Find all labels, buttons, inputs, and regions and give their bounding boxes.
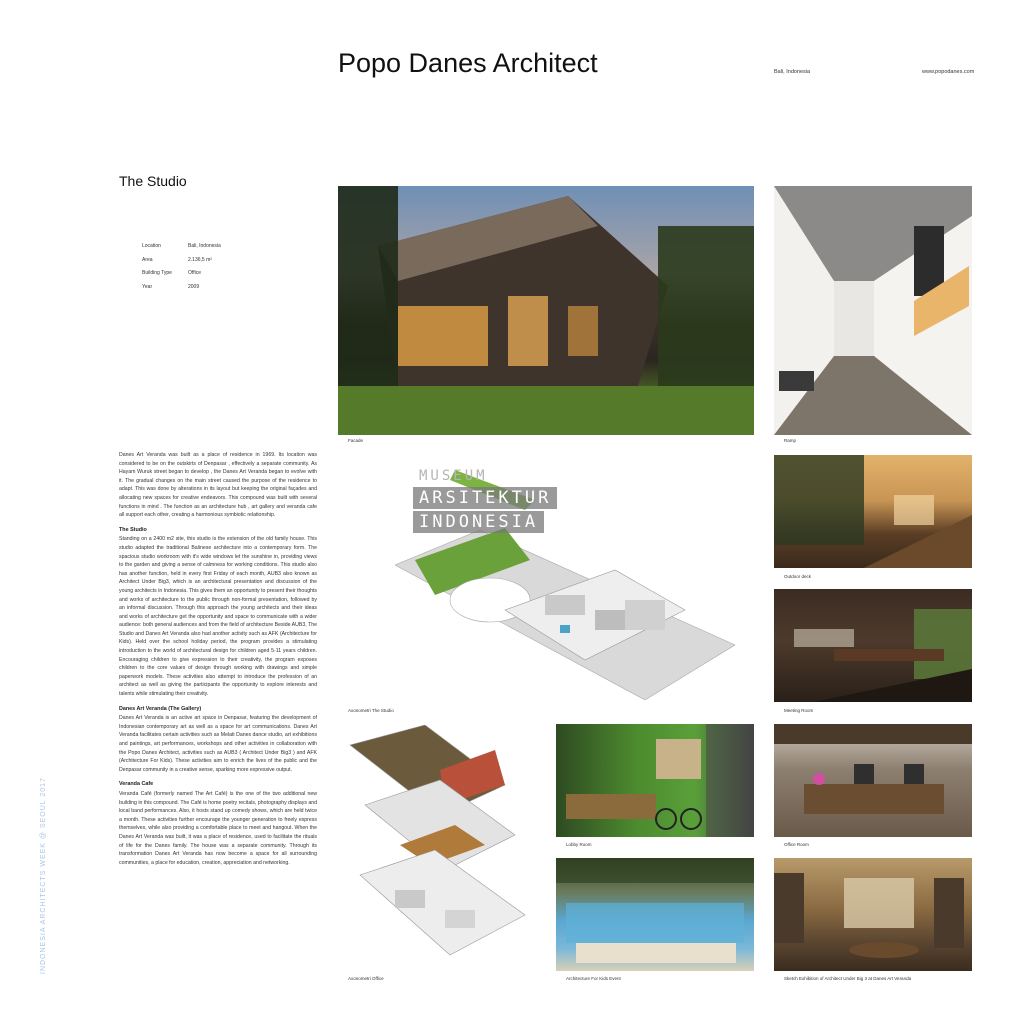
- exhibition-illustration: [774, 858, 972, 971]
- studio-paragraph: Standing on a 2400 m2 site, this studio is the extension of the old family house. This studio adapted the traditional Balinese architecture into a contemporary form. The spacious studio workroom with it's wide windows let the sunshine in, providing views to the garden and giving a sense of calmness for working conditions. This studio also has another function, held in every first Friday of each month, AUB3 also known as Architect Under Big3, which is an architectural presentation and discussion of the young architects in Indonesia. This gives them an opportunity to present their thoughts and works of architecture to the public through non-formal presentation, followed by an informal discussion. Through this approach the young architects and their ideas and works of architecture get the opportunity and space to communicate with a wider audience: both general audiences and from the field of architecture Beside AUB3, The Studio and Danes Art Veranda also had another activity such as AFK (Architecture for Kids). Held over the school holiday period, the program provides a stimulating introduction to the world of architectural design for children aged 5-11 years children. Encouraging children to give expression to their creativity, the program exposes children to the core values of design through working with drawings and simple paperwork models. These activities also attempt to introduce the profession of an architect as well as giving the participants the opportunity to explore interests and talents while stimulating their creativity.: [119, 536, 318, 698]
- afk-event-caption: Architecture For Kids Event: [566, 976, 621, 981]
- facade-photo: [338, 186, 754, 435]
- page-title: Popo Danes Architect: [338, 48, 598, 78]
- lobby-room-photo: [556, 724, 754, 837]
- fact-row: [142, 240, 221, 254]
- lobby-room-caption: Lobby Room: [566, 842, 592, 847]
- fact-row: [142, 281, 221, 295]
- facade-illustration: [338, 186, 754, 435]
- watermark-line-1: MUSEUM: [419, 468, 488, 484]
- studio-heading: The Studio: [119, 526, 147, 533]
- axonometri-studio-caption: Axonometri The Studio: [348, 708, 394, 713]
- watermark-line-3: INDONESIA: [413, 511, 544, 533]
- watermark-line-2: ARSITEKTUR: [413, 487, 557, 509]
- fact-row: [142, 267, 221, 281]
- section-title: The Studio: [119, 173, 187, 189]
- intro-paragraph: Danes Art Veranda was built as a place of residence in 1969. Its location was considered to be on the outskirts of Denpasar , effectively a separate community. As Hayam Wuruk street began to develop , the Danes Art Veranda began to evolve with it. The gradual changes on the main street caused the purpose of the residence to adapt. This was done by alterations in its layout but keeping the original façades and allocating new spaces for creative endeavors. This compound was built with several functions in mind . The function as an architecture hub , art gallery and veranda cafe all support each other, creating a harmonious symbiotic relationship.: [119, 452, 317, 519]
- fact-value: 2.136,5 m²: [188, 256, 212, 263]
- project-facts: [142, 240, 221, 294]
- office-room-photo: [774, 724, 972, 837]
- outdoor-deck-caption: Outdoor deck: [784, 574, 812, 579]
- gallery-paragraph: Danes Art Veranda is an active art space in Denpasar, featuring the development of Indonesian contemporary art as well as a space for art communications. Danes Art Veranda facilitates certain activities such as Melati Danes dance studio, art exhibitions and paintings, art performances, workshops and other activities in collaboration with the Popo Danes Architect, activities such as AUB3 ( Architect Under Big3 ) and AFK (Architecture For Kids). These activities aim to enrich the lives of the public and the Denpasar community in a creative sense, sparking more expressive output.: [119, 715, 317, 773]
- fact-value: Office: [188, 270, 201, 276]
- office-room-caption: Office Room: [784, 842, 809, 847]
- body-text: [119, 451, 317, 867]
- cafe-paragraph: Veranda Café (formerly named The Art Café) is the one of the two additional new building in this compound. The Café is home poetry recitals, photography displays and local band performances. Also, it hosts stand up comedy shows, which are held twice a month. These activities further encourage the younger generation to freely express themselves, while also providing a comfortable place to meet and hangout. When the Danes Art Veranda was built, it was a place of residence, used to facilitate the rituals of life for the Danes family. The house was a separate community. Through its transformation Danes Art Veranda has now become a space for all surrounding communities, a place for education, creation, appreciation and networking.: [119, 790, 318, 866]
- meeting-room-photo: [774, 589, 972, 702]
- ramp-caption: Ramp: [784, 438, 797, 443]
- deck-illustration: [774, 455, 972, 568]
- header-website[interactable]: www.popodanes.com: [922, 69, 975, 75]
- side-event-label: INDONESIA ARCHITECTS WEEK @ SEOUL 2017: [40, 777, 47, 974]
- afk-event-photo: [556, 858, 754, 971]
- fact-value: 2009: [188, 283, 200, 290]
- fact-key: Building Type: [142, 270, 172, 276]
- facade-caption: Facade: [348, 438, 364, 443]
- fact-key: Location: [142, 243, 161, 249]
- museum-watermark: [413, 467, 613, 535]
- axonometri-office-caption: Axonometri Office: [348, 976, 384, 981]
- fact-key: Area: [142, 256, 153, 263]
- axonometri-office-drawing: [345, 725, 530, 970]
- outdoor-deck-photo: [774, 455, 972, 568]
- meeting-illustration: [774, 589, 972, 702]
- office-illustration: [774, 724, 972, 837]
- meeting-room-caption: Meeting Room: [784, 708, 814, 713]
- axonometri-office-illustration: [345, 725, 530, 970]
- lobby-illustration: [556, 724, 754, 837]
- header-location: Bali, Indonesia: [774, 69, 811, 75]
- ramp-photo: [774, 186, 972, 435]
- fact-row: [142, 254, 221, 268]
- cafe-heading: Veranda Cafe: [119, 781, 154, 788]
- sketch-exhibition-photo: [774, 858, 972, 971]
- fact-value: Bali, Indonesia: [188, 243, 221, 249]
- fact-key: Year: [142, 283, 153, 290]
- gallery-heading: Danes Art Veranda (The Gallery): [119, 705, 202, 712]
- sketch-exhibition-caption: Sketch Exhibition of Architect Under Big 3 at Danes Art Veranda: [784, 976, 912, 981]
- ramp-illustration: [774, 186, 972, 435]
- afk-illustration: [556, 858, 754, 971]
